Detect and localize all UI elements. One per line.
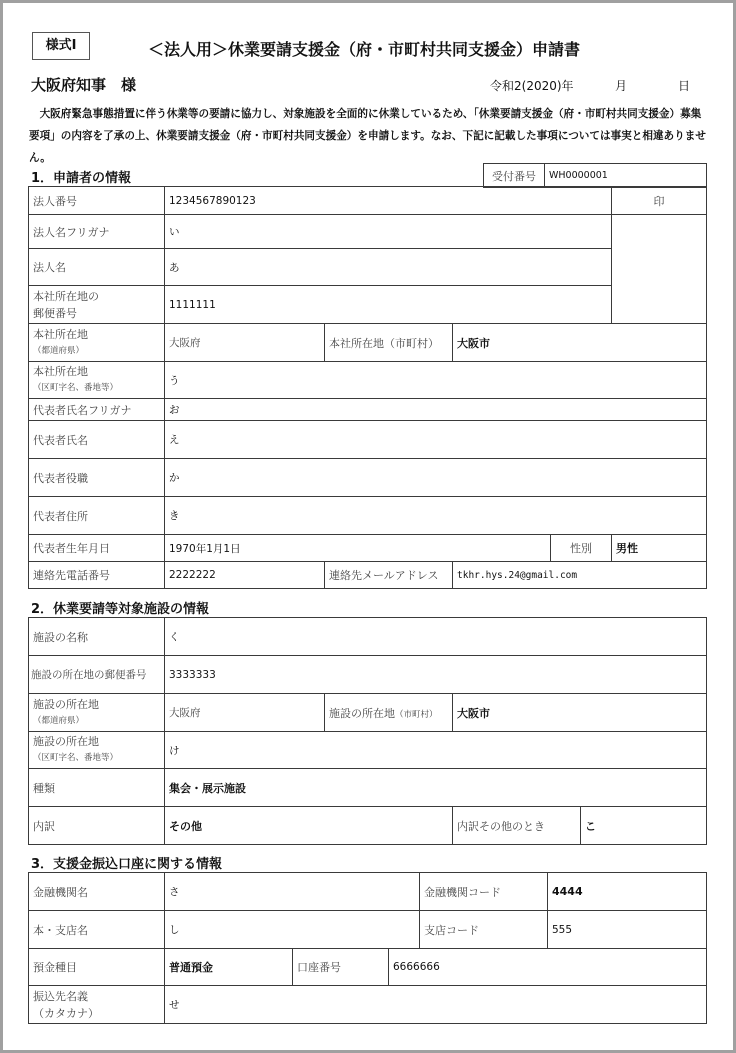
rep-birth-label: 代表者生年月日: [29, 535, 165, 562]
rep-kana-label: 代表者氏名フリガナ: [29, 399, 165, 421]
intro-paragraph: 大阪府緊急事態措置に伴う休業等の要請に協力し、対象施設を全面的に休業しているため、「休業要請支援金（府・市町村共同支援金）募集要項」の内容を了承の上、休業要請支援金（府・市町村共同支援金）を申請します。なお、下記に記載した事項については事実と相違ありません。: [29, 108, 706, 164]
holder-value[interactable]: せ: [165, 986, 707, 1024]
hq-address-label-line2: （区町字名、番地等）: [33, 383, 119, 393]
hq-zip-label: [29, 286, 165, 324]
rep-kana-value[interactable]: お: [165, 399, 707, 421]
hq-zip-value[interactable]: 1111111: [165, 286, 612, 324]
corp-name-label: 法人名: [29, 249, 165, 286]
date-month: 月: [615, 79, 628, 93]
addressee: 大阪府知事 様: [31, 76, 137, 94]
facility-address-value[interactable]: け: [165, 732, 707, 769]
facility-pref-label: [29, 694, 165, 732]
account-number-value[interactable]: 6666666: [389, 949, 707, 986]
account-number-label: 口座番号: [293, 949, 389, 986]
phone-label: 連絡先電話番号: [29, 562, 165, 589]
hq-zip-label-line1: 本社所在地の: [33, 289, 99, 303]
facility-name-label: 施設の名称: [29, 618, 165, 656]
rep-name-value[interactable]: え: [165, 421, 707, 459]
phone-value[interactable]: 2222222: [165, 562, 325, 589]
rep-title-value[interactable]: か: [165, 459, 707, 497]
facility-address-label: [29, 732, 165, 769]
rep-address-value[interactable]: き: [165, 497, 707, 535]
facility-zip-value[interactable]: 3333333: [165, 656, 707, 694]
facility-address-label-line1: 施設の所在地: [33, 735, 99, 748]
facility-type-label: 種類: [29, 769, 165, 807]
branch-code-value[interactable]: 555: [548, 911, 707, 949]
deposit-type-value[interactable]: 普通預金: [165, 949, 293, 986]
seal-label: 印: [612, 187, 707, 215]
facility-address-label-line2: （区町字名、番地等）: [33, 753, 119, 763]
hq-address-label-line1: 本社所在地: [33, 365, 88, 378]
form-id-box: 様式Ⅰ: [32, 32, 90, 60]
breakdown-label: 内訳: [29, 807, 165, 845]
date-day: 日: [678, 79, 691, 93]
form-title: ＜法人用＞休業要請支援金（府・市町村共同支援金）申請書: [148, 40, 581, 59]
section-2-title: 2．休業要請等対象施設の情報: [31, 602, 210, 617]
facility-type-value[interactable]: 集会・展示施設: [165, 769, 707, 807]
rep-address-label: 代表者住所: [29, 497, 165, 535]
receipt-number-value: WH0000001: [545, 164, 707, 188]
holder-label: [29, 986, 165, 1024]
section-1-title: 1．申請者の情報: [31, 171, 132, 186]
bank-name-label: 金融機関名: [29, 873, 165, 911]
hq-city-label: 本社所在地（市町村）: [325, 324, 453, 362]
corp-number-label: 法人番号: [29, 187, 165, 215]
facility-pref-value[interactable]: 大阪府: [165, 694, 325, 732]
facility-info-table: [28, 617, 707, 845]
hq-address-value[interactable]: う: [165, 362, 707, 399]
facility-pref-label-line2: （都道府県）: [33, 715, 85, 726]
facility-zip-label: 施設の所在地の郵便番号: [29, 656, 165, 694]
facility-name-value[interactable]: く: [165, 618, 707, 656]
gender-label: 性別: [551, 535, 612, 562]
facility-city-label: [325, 694, 453, 732]
gender-value[interactable]: 男性: [612, 535, 707, 562]
section-3-title: 3．支援金振込口座に関する情報: [31, 857, 223, 872]
hq-city-value[interactable]: 大阪市: [453, 324, 707, 362]
facility-city-value[interactable]: 大阪市: [453, 694, 707, 732]
hq-pref-label: [29, 324, 165, 362]
hq-zip-label-line2: 郵便番号: [33, 306, 77, 320]
rep-title-label: 代表者役職: [29, 459, 165, 497]
corp-name-value[interactable]: あ: [165, 249, 612, 286]
hq-pref-value[interactable]: 大阪府: [165, 324, 325, 362]
rep-birth-value[interactable]: 1970年1月1日: [165, 535, 551, 562]
facility-city-label-small: （市町村）: [395, 709, 438, 720]
branch-code-label: 支店コード: [420, 911, 548, 949]
bank-account-table: [28, 872, 707, 1024]
breakdown-other-label: 内訳その他のとき: [453, 807, 581, 845]
branch-name-value[interactable]: し: [165, 911, 420, 949]
hq-address-label: [29, 362, 165, 399]
holder-label-line2: （カタカナ）: [33, 1006, 99, 1020]
deposit-type-label: 預金種目: [29, 949, 165, 986]
bank-name-value[interactable]: さ: [165, 873, 420, 911]
receipt-number-label: 受付番号: [484, 164, 545, 188]
corp-kana-label: 法人名フリガナ: [29, 215, 165, 249]
application-form-page: [3, 3, 733, 1050]
email-value[interactable]: tkhr.hys.24@gmail.com: [453, 562, 707, 589]
holder-label-line1: 振込先名義: [33, 989, 88, 1003]
corp-number-value[interactable]: 1234567890123: [165, 187, 612, 215]
date-year: 令和2(2020)年: [490, 79, 574, 93]
branch-name-label: 本・支店名: [29, 911, 165, 949]
receipt-number-table: [483, 163, 707, 188]
facility-pref-label-line1: 施設の所在地: [33, 697, 99, 711]
bank-code-value[interactable]: 4444: [548, 873, 707, 911]
bank-code-label: 金融機関コード: [420, 873, 548, 911]
email-label: 連絡先メールアドレス: [325, 562, 453, 589]
corp-kana-value[interactable]: い: [165, 215, 612, 249]
breakdown-value[interactable]: その他: [165, 807, 453, 845]
rep-name-label: 代表者氏名: [29, 421, 165, 459]
hq-pref-label-line1: 本社所在地: [33, 327, 88, 341]
facility-city-label-main: 施設の所在地: [329, 706, 395, 720]
seal-box: [612, 215, 707, 324]
hq-pref-label-line2: （都道府県）: [33, 345, 85, 356]
breakdown-other-value[interactable]: こ: [581, 807, 707, 845]
applicant-info-table: [28, 186, 707, 589]
